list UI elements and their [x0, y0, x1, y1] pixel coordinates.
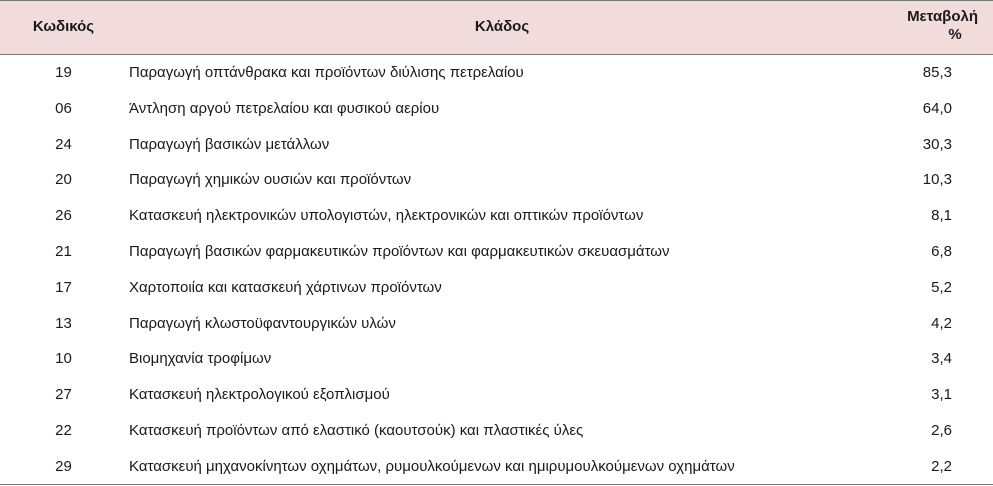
table-row: [0, 414, 993, 450]
cell-branch: Κατασκευή ηλεκτρονικών υπολογιστών, ηλεκτρονικών και οπτικών προϊόντων: [129, 207, 644, 225]
cell-change: 3,1: [931, 386, 952, 404]
table-body: [0, 56, 993, 486]
table-row: [0, 450, 993, 486]
cell-code: 17: [55, 278, 72, 296]
cell-branch: Άντληση αργού πετρελαίου και φυσικού αερίου: [129, 99, 440, 117]
cell-branch: Παραγωγή βασικών μετάλλων: [129, 135, 330, 153]
cell-branch: Κατασκευή προϊόντων από ελαστικό (καουτσούκ) και πλαστικές ύλες: [129, 421, 584, 439]
cell-change: 3,4: [931, 350, 952, 368]
cell-change: 4,2: [931, 314, 952, 332]
header-branch: Κλάδος: [474, 18, 530, 35]
cell-change: 2,6: [931, 421, 952, 439]
cell-change: 64,0: [922, 99, 952, 117]
cell-branch: Παραγωγή κλωστοϋφαντουργικών υλών: [129, 314, 396, 332]
table-row: [0, 163, 993, 199]
cell-change: 5,2: [931, 278, 952, 296]
table-row: [0, 271, 993, 307]
cell-branch: Κατασκευή ηλεκτρολογικού εξοπλισμού: [129, 386, 390, 404]
cell-change: 6,8: [931, 242, 952, 260]
table-header: [0, 0, 993, 55]
cell-branch: Παραγωγή βασικών φαρμακευτικών προϊόντων και φαρμακευτικών σκευασμάτων: [129, 242, 670, 260]
cell-branch: Παραγωγή χημικών ουσιών και προϊόντων: [129, 171, 412, 189]
table-row: [0, 307, 993, 343]
table-row: [0, 199, 993, 235]
cell-change: 30,3: [922, 135, 952, 153]
cell-change: 10,3: [922, 171, 952, 189]
cell-code: 10: [55, 350, 72, 368]
header-change-label: Μεταβολή: [907, 8, 978, 25]
cell-code: 20: [55, 171, 72, 189]
cell-code: 21: [55, 242, 72, 260]
cell-branch: Κατασκευή μηχανοκίνητων οχημάτων, ρυμουλκούμενων και ημιρυμουλκούμενων οχημάτων: [129, 457, 735, 475]
cell-change: 2,2: [931, 457, 952, 475]
table-row: [0, 128, 993, 164]
cell-change: 85,3: [922, 64, 952, 81]
cell-branch: Χαρτοποιία και κατασκευή χάρτινων προϊόντων: [129, 278, 442, 296]
cell-code: 29: [55, 457, 72, 475]
table-row: [0, 235, 993, 271]
header-change: [880, 8, 990, 44]
cell-branch: Βιομηχανία τροφίμων: [129, 350, 272, 368]
table-row: [0, 56, 993, 92]
cell-code: 26: [55, 207, 72, 225]
header-code: Κωδικός: [32, 18, 95, 35]
header-change-unit: %: [948, 26, 962, 43]
cell-code: 24: [55, 135, 72, 153]
cell-code: 06: [55, 99, 72, 117]
table-row: [0, 92, 993, 128]
cell-change: 8,1: [931, 207, 952, 225]
cell-code: 22: [55, 421, 72, 439]
cell-code: 27: [55, 386, 72, 404]
cell-code: 13: [55, 314, 72, 332]
cell-branch: Παραγωγή οπτάνθρακα και προϊόντων διύλισης πετρελαίου: [129, 64, 524, 81]
cell-code: 19: [55, 64, 72, 81]
table-row: [0, 342, 993, 378]
table-row: [0, 378, 993, 414]
